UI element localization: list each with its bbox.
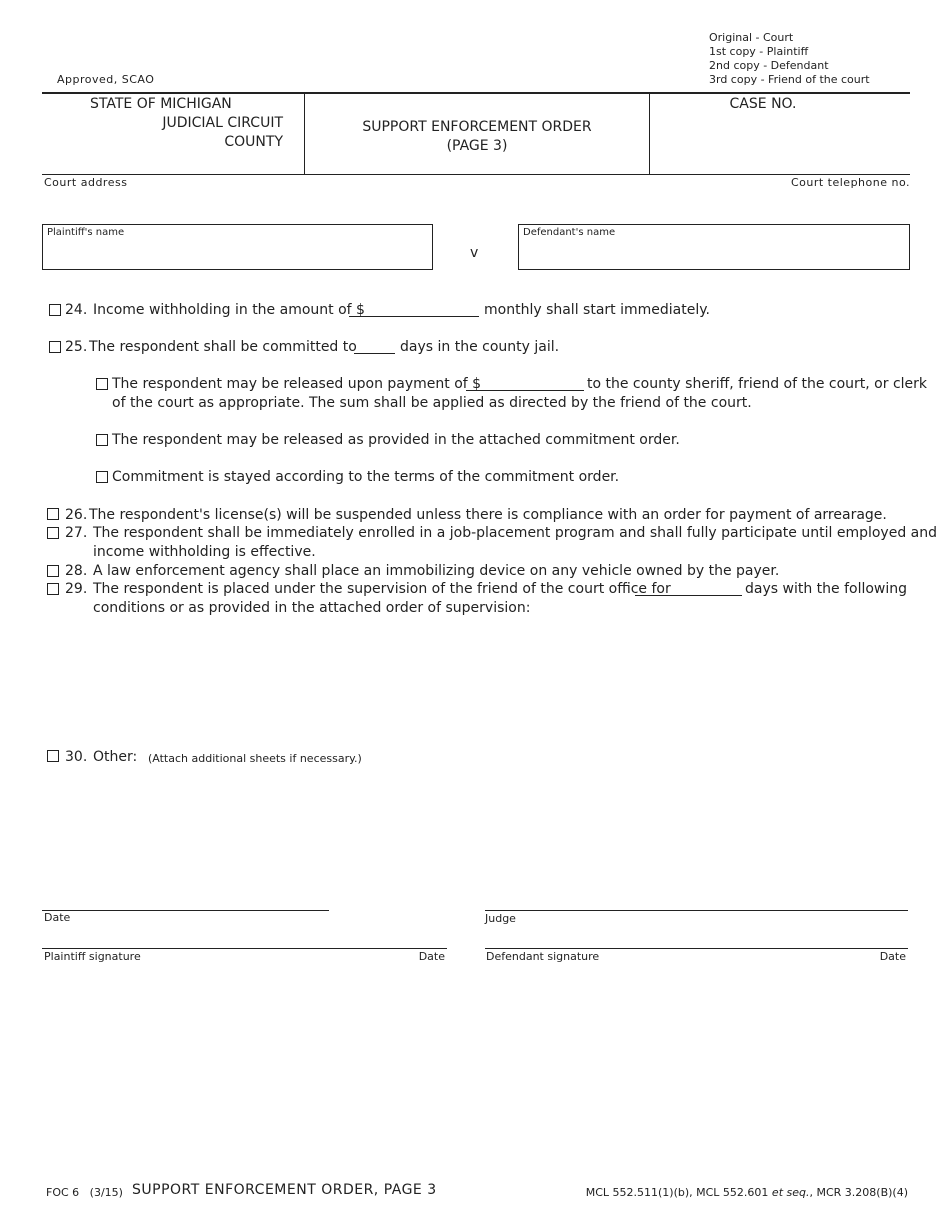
defendant-signature-label: Defendant signature: [486, 950, 600, 963]
plaintiff-signature-label: Plaintiff signature: [44, 950, 141, 963]
versus-label: v: [470, 245, 479, 261]
case-number-label: CASE NO.: [729, 96, 797, 112]
plaintiff-date-label: Date: [418, 950, 445, 963]
plaintiff-name-box[interactable]: [42, 224, 433, 270]
item-29-text-line2: conditions or as provided in the attached order of supervision:: [93, 600, 531, 616]
commitment-stayed-checkbox[interactable]: [96, 471, 108, 483]
release-commitment-checkbox[interactable]: [96, 434, 108, 446]
item-28-text: A law enforcement agency shall place an immobilizing device on any vehicle owned by the payer.: [93, 563, 780, 579]
item-25-text: The respondent shall be committed to: [89, 339, 357, 355]
citation-part: MCL 552.511(1)(b), MCL 552.601: [585, 1186, 772, 1199]
footer-title: SUPPORT ENFORCEMENT ORDER, PAGE 3: [132, 1182, 437, 1198]
other-text-area[interactable]: [93, 772, 908, 892]
state-label: STATE OF MICHIGAN: [90, 96, 232, 112]
item-24-number: 24.: [65, 302, 88, 318]
item-26-number: 26.: [65, 507, 88, 523]
citation: [540, 1186, 908, 1199]
date-line[interactable]: [42, 910, 329, 911]
supervision-conditions-area[interactable]: [93, 622, 908, 737]
page-title: SUPPORT ENFORCEMENT ORDER: [362, 119, 592, 135]
defendant-date-label: Date: [879, 950, 906, 963]
item-26-checkbox[interactable]: [47, 508, 59, 520]
court-address-label: Court address: [44, 176, 128, 189]
release-payment-text-line2: of the court as appropriate. The sum shall be applied as directed by the friend of the court.: [112, 395, 752, 411]
defendant-name-label: Defendant's name: [523, 227, 616, 238]
item-29-text: The respondent is placed under the supervision of the friend of the court office for: [93, 581, 671, 597]
item-29-number: 29.: [65, 581, 88, 597]
date-label: Date: [44, 911, 71, 924]
defendant-name-box[interactable]: [518, 224, 910, 270]
circuit-label: JUDICIAL CIRCUIT: [162, 115, 283, 131]
citation-part: et seq.: [771, 1186, 810, 1199]
copy-line: 3rd copy - Friend of the court: [709, 73, 870, 86]
item-29-text-end: days with the following: [745, 581, 908, 597]
item-30-checkbox[interactable]: [47, 750, 59, 762]
commitment-stayed-text: Commitment is stayed according to the terms of the commitment order.: [112, 469, 620, 485]
item-30-label: Other:: [93, 749, 138, 765]
copy-distribution: [709, 31, 870, 87]
header-bottom-rule: [42, 174, 910, 175]
item-29-checkbox[interactable]: [47, 583, 59, 595]
court-phone-label: Court telephone no.: [790, 176, 910, 189]
item-25-checkbox[interactable]: [49, 341, 61, 353]
approved-label: Approved, SCAO: [57, 73, 155, 86]
page-number: (PAGE 3): [446, 138, 508, 154]
item-26-text: The respondent's license(s) will be suspended unless there is compliance with an order for payment of arrearage.: [89, 507, 887, 523]
header-top-rule: [42, 92, 910, 94]
item-24-checkbox[interactable]: [49, 304, 61, 316]
release-commitment-text: The respondent may be released as provided in the attached commitment order.: [112, 432, 680, 448]
item-25-number: 25.: [65, 339, 88, 355]
supervision-days-field[interactable]: [635, 595, 742, 596]
copy-line: Original - Court: [709, 31, 794, 44]
item-25-text-end: days in the county jail.: [400, 339, 560, 355]
copy-line: 1st copy - Plaintiff: [709, 45, 809, 58]
release-payment-checkbox[interactable]: [96, 378, 108, 390]
item-28-number: 28.: [65, 563, 88, 579]
income-amount-field[interactable]: [349, 316, 479, 317]
jail-days-field[interactable]: [354, 353, 395, 354]
release-payment-text: The respondent may be released upon payment of $: [112, 376, 482, 392]
judge-signature-line[interactable]: [485, 910, 908, 911]
item-30-number: 30.: [65, 749, 88, 765]
item-24-text-end: monthly shall start immediately.: [484, 302, 710, 318]
item-27-text: The respondent shall be immediately enrolled in a job-placement program and shall fully participate until employed and: [93, 525, 937, 541]
case-number-field[interactable]: [700, 114, 900, 164]
item-27-text-line2: income withholding is effective.: [93, 544, 316, 560]
plaintiff-name-label: Plaintiff's name: [47, 227, 125, 238]
release-amount-field[interactable]: [466, 390, 584, 391]
copy-line: 2nd copy - Defendant: [709, 59, 829, 72]
plaintiff-signature-line[interactable]: [42, 948, 447, 949]
item-27-number: 27.: [65, 525, 88, 541]
release-payment-text-end: to the county sheriff, friend of the court, or clerk: [587, 376, 928, 392]
judge-label: Judge: [485, 912, 516, 925]
county-label: COUNTY: [224, 134, 283, 150]
defendant-signature-line[interactable]: [485, 948, 908, 949]
item-27-checkbox[interactable]: [47, 527, 59, 539]
item-24-text: Income withholding in the amount of $: [93, 302, 365, 318]
item-30-note: (Attach additional sheets if necessary.): [148, 752, 362, 765]
citation-part: , MCR 3.208(B)(4): [809, 1186, 908, 1199]
form-id: FOC 6 (3/15): [46, 1186, 123, 1199]
item-28-checkbox[interactable]: [47, 565, 59, 577]
